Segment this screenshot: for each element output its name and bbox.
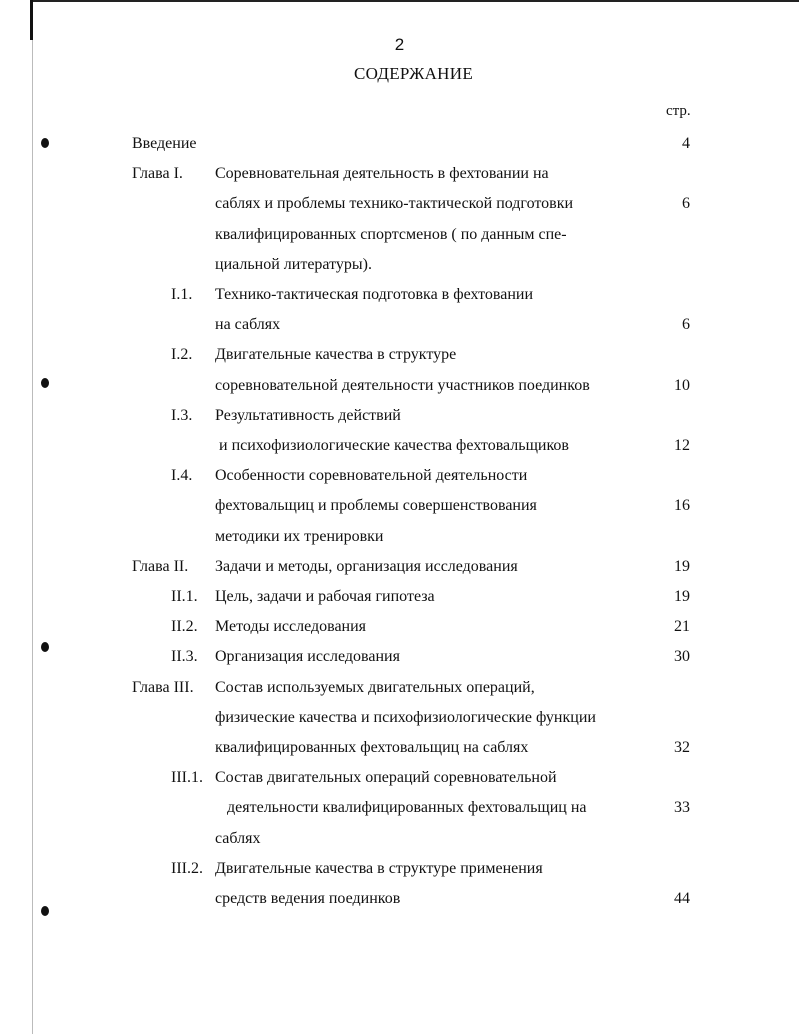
toc-row <box>0 135 799 157</box>
toc-entry-text: циальной литературы). <box>215 256 372 273</box>
toc-row <box>0 407 799 429</box>
page-title: СОДЕРЖАНИЕ <box>353 64 474 83</box>
toc-entry-text: Результативность действий <box>215 407 401 424</box>
toc-row <box>0 346 799 368</box>
toc-entry-text: Технико-тактическая подготовка в фехтовании <box>215 286 534 303</box>
toc-row <box>0 709 799 731</box>
toc-page-number: 19 <box>674 588 690 605</box>
page-number: 2 <box>394 35 405 54</box>
toc-row <box>0 799 799 821</box>
toc-label: Глава III. <box>132 679 194 696</box>
toc-entry-text: средств ведения поединков <box>215 890 401 907</box>
toc-page-number: 44 <box>674 890 690 907</box>
toc-row <box>0 588 799 610</box>
toc-entry-text: Задачи и методы, организация исследования <box>215 558 518 575</box>
toc-label: II.1. <box>171 588 198 605</box>
toc-label: Глава II. <box>132 558 189 575</box>
toc-row <box>0 528 799 550</box>
toc-page-number: 4 <box>682 135 690 152</box>
toc-row <box>0 165 799 187</box>
toc-page-number: 10 <box>674 377 690 394</box>
toc-row <box>0 377 799 399</box>
toc-page-number: 19 <box>674 558 690 575</box>
toc-entry-text: соревновательной деятельности участников поединков <box>215 377 590 394</box>
toc-entry-text: фехтовальщиц и проблемы совершенствования <box>215 497 537 514</box>
toc-label: I.3. <box>171 407 193 424</box>
toc-label: II.2. <box>171 618 198 635</box>
toc-row <box>0 830 799 852</box>
toc-entry-text: физические качества и психофизиологические функции <box>215 709 596 726</box>
toc-label: II.3. <box>171 648 198 665</box>
toc-page-number: 16 <box>674 497 690 514</box>
toc-entry-text: Соревновательная деятельность в фехтовании на <box>215 165 549 182</box>
toc-label: I.2. <box>171 346 193 363</box>
toc-entry-text: Методы исследования <box>215 618 367 635</box>
toc-entry-text: Двигательные качества в структуре применения <box>215 860 543 877</box>
toc-entry-text: Состав используемых двигательных операций, <box>215 679 535 696</box>
toc-page-number: 21 <box>674 618 690 635</box>
toc-row <box>0 679 799 701</box>
toc-row <box>0 890 799 912</box>
toc-page-number: 6 <box>682 195 690 212</box>
toc-page-number: 32 <box>674 739 690 756</box>
toc-entry-text: саблях <box>215 830 261 847</box>
toc-label: Введение <box>132 135 197 152</box>
toc-entry-text: Организация исследования <box>215 648 400 665</box>
toc-row <box>0 558 799 580</box>
toc-row <box>0 195 799 217</box>
toc-page-number: 12 <box>674 437 690 454</box>
scan-border-top <box>30 0 799 2</box>
toc-entry-text: деятельности квалифицированных фехтовальщиц на <box>215 799 587 816</box>
toc-label: I.1. <box>171 286 193 303</box>
toc-entry-text: квалифицированных спортсменов ( по данным спе- <box>215 226 567 243</box>
toc-row <box>0 316 799 338</box>
toc-entry-text: Цель, задачи и рабочая гипотеза <box>215 588 435 605</box>
toc-page-number: 33 <box>674 799 690 816</box>
toc-row <box>0 256 799 278</box>
toc-row <box>0 860 799 882</box>
toc-entry-text: Особенности соревновательной деятельности <box>215 467 528 484</box>
toc-label: III.2. <box>171 860 203 877</box>
toc-row <box>0 497 799 519</box>
toc-entry-text: и психофизиологические качества фехтовальщиков <box>215 437 569 454</box>
toc-row <box>0 648 799 670</box>
toc-page-number: 30 <box>674 648 690 665</box>
toc-row <box>0 618 799 640</box>
toc-row <box>0 769 799 791</box>
toc-entry-text: Двигательные качества в структуре <box>215 346 457 363</box>
toc-entry-text: Состав двигательных операций соревновательной <box>215 769 557 786</box>
toc-label: Глава I. <box>132 165 183 182</box>
toc-label: III.1. <box>171 769 203 786</box>
toc-entry-text: на саблях <box>215 316 281 333</box>
toc-label: I.4. <box>171 467 193 484</box>
toc-entry-text: методики их тренировки <box>215 528 384 545</box>
page-column-label: стр. <box>666 103 691 119</box>
toc-row <box>0 739 799 761</box>
toc-entry-text: квалифицированных фехтовальщиц на саблях <box>215 739 529 756</box>
toc-row <box>0 286 799 308</box>
toc-entry-text: саблях и проблемы технико-тактической подготовки <box>215 195 574 212</box>
scan-border-left <box>30 0 33 40</box>
toc-page-number: 6 <box>682 316 690 333</box>
toc-row <box>0 226 799 248</box>
toc-row <box>0 437 799 459</box>
toc-row <box>0 467 799 489</box>
